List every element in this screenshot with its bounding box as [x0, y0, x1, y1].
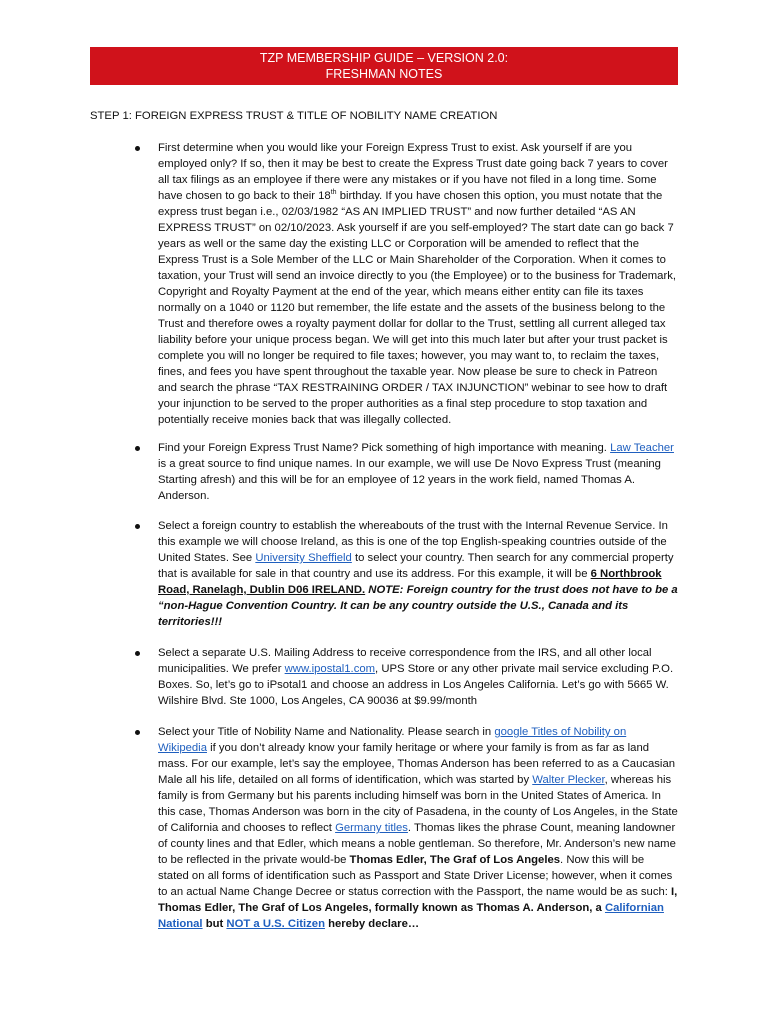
- bullet-mailing-address-text: Select a separate U.S. Mailing Address to receive correspondence from the IRS, and all other local municipalities. We prefer www.ipostal1.com, UPS Store or any other private mail service excluding P.O. Boxes. So, let’s go to iPsotal1 and choose an address in Los Angeles California. Let’s go with 5665 W. Wilshire Blvd. Ste 1000, Los Angeles, CA 90036 at $9.99/month: [158, 647, 674, 707]
- walter-plecker-link[interactable]: Walter Plecker: [532, 774, 605, 786]
- new-name: Thomas Edler, The Graf of Los Angeles: [349, 854, 561, 866]
- trust-address: 6 Northbrook Road, Ranelagh, Dublin D06 IRELAND.: [158, 568, 662, 596]
- bullet-title-of-nobility-text: Select your Title of Nobility Name and Nationality. Please search in google Titles of Nobility on Wikipedia if you don’t already know your family heritage or where your family is from as far as land mass. For our example, let’s say the employee, Thomas Anderson has been referred to as a Caucasian Male all his life, detailed on all forms of identification, which was started by Walter Plecker, whereas his family is from Germany but his parents including himself was born in the United States of America. In this case, Thomas Anderson was born in the city of Pasadena, in the county of Los Angeles, in the State of California and chooses to reflect Germany titles. Thomas likes the phrase Count, meaning landowner of county lines and that Edler, which means a noble gentleman. So therefore, Mr. Anderson’s new name to be reflected in the private would-be Thomas Edler, The Graf of Los Angeles. Now this will be stated on all forms of identification such as Passport and State Driver License; however, when it comes to an actual Name Change Decree or status correction with the Passport, the name would be as such: I, Thomas Edler, The Graf of Los Angeles, formally known as Thomas A. Anderson, a Californian National but NOT a U.S. Citizen hereby declare…: [158, 726, 678, 930]
- guide-title-banner: [90, 47, 678, 85]
- bullet-trust-name-text: Find your Foreign Express Trust Name? Pick something of high importance with meaning. Law Teacher is a great source to find unique names. In our example, we will use De Novo Express Trust (meaning Starting afresh) and this will be for an employee of 12 years in the work field, named Thomas A. Anderson.: [158, 442, 674, 502]
- step1-heading: STEP 1: FOREIGN EXPRESS TRUST & TITLE OF NOBILITY NAME CREATION: [90, 110, 498, 122]
- bullet-dot-icon: [135, 730, 140, 735]
- titles-of-nobility-link[interactable]: google Titles of Nobility on Wikipedia: [158, 726, 627, 754]
- guide-title-line2: FRESHMAN NOTES: [325, 67, 443, 81]
- germany-titles-link[interactable]: Germany titles: [335, 822, 408, 834]
- californian-national-link[interactable]: Californian National: [158, 902, 664, 930]
- ipostal1-link[interactable]: www.ipostal1.com: [284, 663, 376, 675]
- bullet-mailing-address: [158, 645, 678, 709]
- bullet-foreign-country: [158, 518, 678, 630]
- bullet-foreign-country-text: Select a foreign country to establish the whereabouts of the trust with the Internal Revenue Service. In this example we will choose Ireland, as this is one of the top English-speaking countries outside of the United States. See University Sheffield to select your country. Then search for any commercial property that is available for sale in that country and use its address. For this example, it will be 6 Northbrook Road, Ranelagh, Dublin D06 IRELAND. NOTE: Foreign country for the trust does not have to be a “non-Hague Convention Country. It can be any country outside the U.S., Canada and its territories!!!: [158, 520, 678, 628]
- bullet-title-of-nobility: [158, 724, 678, 932]
- foreign-country-note: NOTE: Foreign country for the trust does not have to be a “non-Hague Convention Country. It can be any country outside the U.S., Canada and its territories!!!: [158, 584, 678, 628]
- guide-title-line1: TZP MEMBERSHIP GUIDE – VERSION 2.0:: [259, 51, 509, 65]
- bullet-dot-icon: [135, 146, 140, 151]
- bullet-trust-name: [158, 440, 678, 504]
- bullet-trust-date-text: First determine when you would like your Foreign Express Trust to exist. Ask yourself if are you employed only? If so, then it may be best to create the Express Trust date going back 7 years to cover all tax filings as an employee if there were any mistakes or if you have not filed in a long time. Some have chosen to go back to their 18th birthday. If you have chosen this option, you must notate that the express trust began i.e., 02/03/1982 “AS AN IMPLIED TRUST” and now further detailed “AS AN EXPRESS TRUST” on 02/10/2023. Ask yourself if are you self-employed? The start date can go back 7 years as well or the same day the existing LLC or Corporation will be amended to reflect that the Express Trust is a Sole Member of the LLC or Main Shareholder of the Corporation. When it comes to taxation, your Trust will send an invoice directly to you (the Employee) or to the business for Trademark, Copyright and Royalty Payment at the end of the year, which means either entity can file its taxes normally on a 1040 or 1120 but remember, the life estate and the assets of the business belong to the Trust and therefore owes a royalty payment dollar for dollar to the Trust, settling all current alleged tax liability before your unique process began. We will get into this much later but after your trust packet is complete you will no longer be required to file taxes; however, you may want to, to reclaim the taxes, fines, and fees you have spent throughout the taxable year. Now please be sure to check in Patreon and search the phrase “TAX RESTRAINING ORDER / TAX INJUNCTION” webinar to see how to draft your injunction to be served to the proper authorities as a final step procedure to stop taxation and potentially receive monies back that was illegally collected.: [158, 142, 677, 426]
- bullet-dot-icon: [135, 651, 140, 656]
- university-sheffield-link[interactable]: University Sheffield: [255, 552, 352, 564]
- not-us-citizen-link[interactable]: NOT a U.S. Citizen: [226, 918, 325, 930]
- law-teacher-link[interactable]: Law Teacher: [610, 442, 674, 454]
- bullet-trust-date: [158, 140, 678, 428]
- bullet-dot-icon: [135, 446, 140, 451]
- bullet-dot-icon: [135, 524, 140, 529]
